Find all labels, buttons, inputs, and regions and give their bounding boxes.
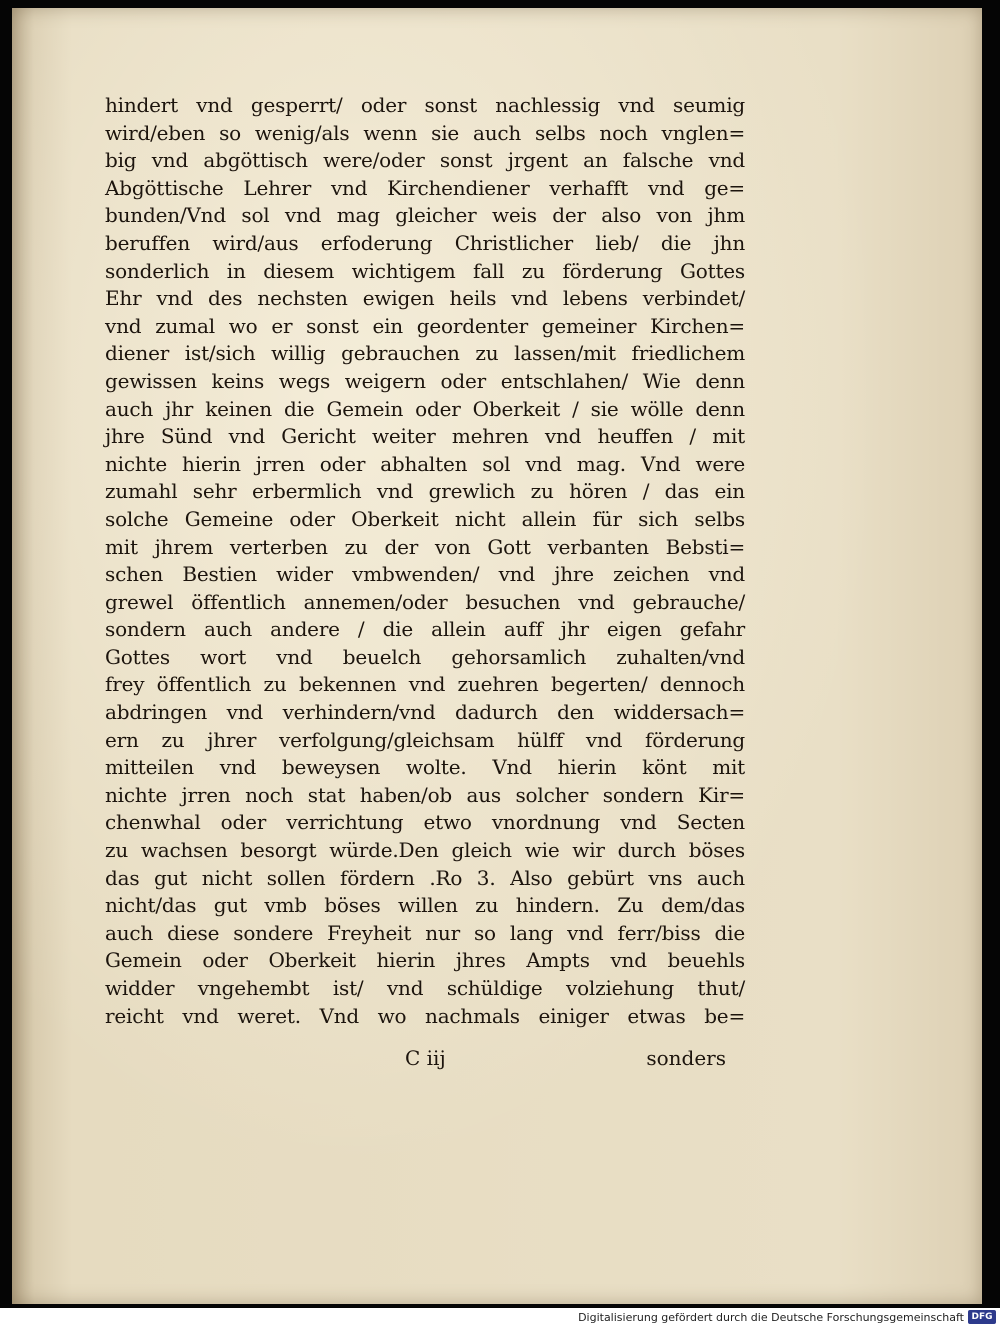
text-line: grewel öffentlich annemen/oder besuchen vnd gebrauche/	[105, 589, 745, 614]
text-line: solche Gemeine oder Oberkeit nicht allein für sich selbs	[105, 506, 745, 531]
dfg-logo: DFG	[968, 1310, 996, 1324]
text-line: mitteilen vnd beweysen wolte. Vnd hierin könt mit	[105, 755, 745, 780]
text-line: das gut nicht sollen fördern .Ro 3. Also gebürt vns auch	[105, 865, 745, 890]
page-footer-line	[105, 1046, 745, 1076]
signature-mark: C iij	[405, 1046, 446, 1070]
digitization-credit-text: Digitalisierung gefördert durch die Deutsche Forschungsgemeinschaft	[578, 1311, 964, 1324]
text-line: mit jhrem verterben zu der von Gott verbanten Bebsti=	[105, 534, 745, 559]
text-line: jhre Sünd vnd Gericht weiter mehren vnd heuffen / mit	[105, 424, 745, 449]
text-line: abdringen vnd verhindern/vnd dadurch den widdersach=	[105, 700, 745, 725]
text-line: schen Bestien wider vmbwenden/ vnd jhre zeichen vnd	[105, 562, 745, 587]
text-line: wird/eben so wenig/als wenn sie auch selbs noch vnglen=	[105, 120, 745, 145]
text-line: sondern auch andere / die allein auff jhr eigen gefahr	[105, 617, 745, 642]
text-line: chenwhal oder verrichtung etwo vnordnung vnd Secten	[105, 810, 745, 835]
text-line: nicht/das gut vmb böses willen zu hindern. Zu dem/das	[105, 893, 745, 918]
text-line: ern zu jhrer verfolgung/gleichsam hülff vnd förderung	[105, 727, 745, 752]
text-line: big vnd abgöttisch were/oder sonst jrgent an falsche vnd	[105, 148, 745, 173]
digitization-credit-bar	[0, 1308, 1000, 1328]
text-line: sonderlich in diesem wichtigem fall zu förderung Gottes	[105, 258, 745, 283]
text-line: frey öffentlich zu bekennen vnd zuehren begerten/ dennoch	[105, 672, 745, 697]
text-line: gewissen keins wegs weigern oder entschlahen/ Wie denn	[105, 368, 745, 393]
text-line: zumahl sehr erbermlich vnd grewlich zu hören / das ein	[105, 479, 745, 504]
page-text-block	[105, 92, 745, 1030]
text-line: Abgöttische Lehrer vnd Kirchendiener verhafft vnd ge=	[105, 175, 745, 200]
text-line: reicht vnd weret. Vnd wo nachmals einiger etwas be=	[105, 1003, 745, 1028]
text-line: hindert vnd gesperrt/ oder sonst nachlessig vnd seumig	[105, 93, 745, 117]
text-line: beruffen wird/aus erfoderung Christlicher lieb/ die jhn	[105, 230, 745, 255]
text-line: bunden/Vnd sol vnd mag gleicher weis der also von jhm	[105, 203, 745, 228]
catchword: sonders	[646, 1046, 726, 1070]
text-line: Gemein oder Oberkeit hierin jhres Ampts vnd beuehls	[105, 948, 745, 973]
book-page	[12, 8, 982, 1304]
text-line: Ehr vnd des nechsten ewigen heils vnd lebens verbindet/	[105, 286, 745, 311]
text-line: diener ist/sich willig gebrauchen zu lassen/mit friedlichem	[105, 341, 745, 366]
text-line: auch diese sondere Freyheit nur so lang vnd ferr/biss die	[105, 920, 745, 945]
text-line: Gottes wort vnd beuelch gehorsamlich zuhalten/vnd	[105, 644, 745, 669]
text-line: zu wachsen besorgt würde.Den gleich wie wir durch böses	[105, 838, 745, 863]
text-line: nichte jrren noch stat haben/ob aus solcher sondern Kir=	[105, 782, 745, 807]
text-line: nichte hierin jrren oder abhalten sol vnd mag. Vnd were	[105, 451, 745, 476]
text-line: auch jhr keinen die Gemein oder Oberkeit / sie wölle denn	[105, 396, 745, 421]
text-line: widder vngehembt ist/ vnd schüldige volziehung thut/	[105, 976, 745, 1000]
text-line: vnd zumal wo er sonst ein geordenter gemeiner Kirchen=	[105, 313, 745, 338]
